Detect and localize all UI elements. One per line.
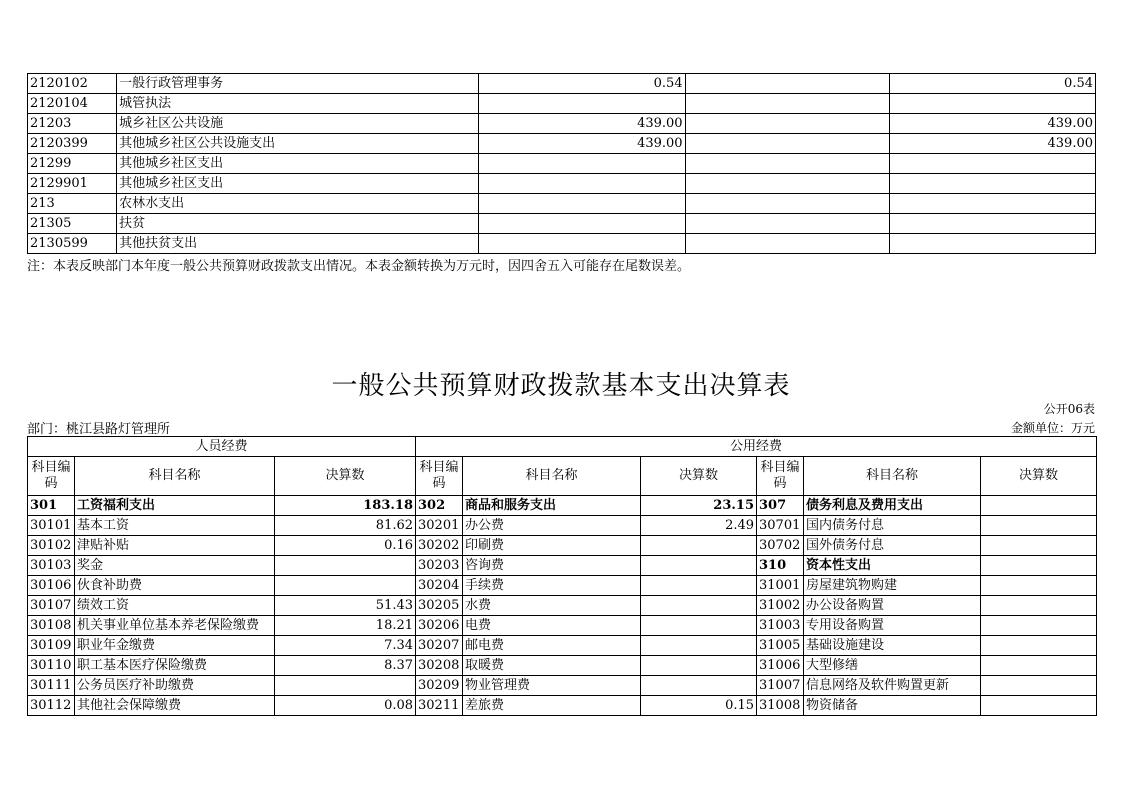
amount-cell	[889, 194, 1095, 214]
table-row	[28, 676, 1097, 696]
amount-cell	[889, 154, 1095, 174]
subject-name: 商品和服务支出	[463, 496, 641, 516]
amount-cell	[641, 656, 757, 676]
amount-cell	[479, 214, 685, 234]
subject-code: 2120104	[28, 94, 117, 114]
name-header: 科目名称	[75, 457, 275, 496]
amount-cell	[981, 656, 1097, 676]
subject-name: 职业年金缴费	[75, 636, 275, 656]
subject-code: 31008	[757, 696, 804, 716]
table-row	[28, 154, 1096, 174]
subject-code: 30112	[28, 696, 75, 716]
subject-code: 30110	[28, 656, 75, 676]
amount-cell	[641, 596, 757, 616]
amount-cell	[981, 636, 1097, 656]
amount-cell: 0.16	[275, 536, 416, 556]
subject-name: 信息网络及软件购置更新	[804, 676, 981, 696]
subject-code: 301	[28, 496, 75, 516]
amount-cell	[981, 676, 1097, 696]
amount-cell	[981, 556, 1097, 576]
amount-cell: 183.18	[275, 496, 416, 516]
amount-cell: 51.43	[275, 596, 416, 616]
subject-name: 职工基本医疗保险缴费	[75, 656, 275, 676]
subject-code: 30107	[28, 596, 75, 616]
basic-table-body	[28, 496, 1097, 716]
amount-cell: 18.21	[275, 616, 416, 636]
subject-name: 印刷费	[463, 536, 641, 556]
subject-name: 其他社会保障缴费	[75, 696, 275, 716]
subject-code: 30702	[757, 536, 804, 556]
table-row	[28, 496, 1097, 516]
subject-code: 30204	[416, 576, 463, 596]
amount-cell	[685, 74, 889, 94]
subject-name: 扶贫	[117, 214, 479, 234]
subject-name: 公务员医疗补助缴费	[75, 676, 275, 696]
subject-name: 物业管理费	[463, 676, 641, 696]
subject-code: 30205	[416, 596, 463, 616]
subject-name: 债务利息及费用支出	[804, 496, 981, 516]
amount-cell	[981, 576, 1097, 596]
amount-cell	[685, 194, 889, 214]
subject-code: 30207	[416, 636, 463, 656]
amount-cell	[889, 174, 1095, 194]
basic-expenditure-table	[27, 436, 1097, 716]
subject-code: 21299	[28, 154, 117, 174]
subject-name: 其他扶贫支出	[117, 234, 479, 254]
amount-cell: 439.00	[479, 134, 685, 154]
table-row	[28, 94, 1096, 114]
subject-code: 310	[757, 556, 804, 576]
subject-code: 30201	[416, 516, 463, 536]
amount-cell	[981, 536, 1097, 556]
department-label: 部门：桃江县路灯管理所	[27, 422, 171, 437]
name-header: 科目名称	[804, 457, 981, 496]
amount-cell	[479, 234, 685, 254]
subject-name: 水费	[463, 596, 641, 616]
subject-name: 一般行政管理事务	[117, 74, 479, 94]
name-header: 科目名称	[463, 457, 641, 496]
table-row	[28, 696, 1097, 716]
subject-code: 30211	[416, 696, 463, 716]
amount-cell: 0.54	[479, 74, 685, 94]
amount-cell	[889, 214, 1095, 234]
subject-code: 30701	[757, 516, 804, 536]
amount-cell	[641, 576, 757, 596]
table-row	[28, 516, 1097, 536]
amount-cell	[685, 114, 889, 134]
amount-cell: 0.54	[889, 74, 1095, 94]
code-header: 科目编码	[757, 457, 804, 496]
personnel-expense-header: 人员经费	[28, 437, 416, 457]
subject-name: 房屋建筑物购建	[804, 576, 981, 596]
amount-cell	[685, 214, 889, 234]
subject-code: 30206	[416, 616, 463, 636]
amount-cell: 439.00	[889, 114, 1095, 134]
amount-cell	[479, 174, 685, 194]
subject-name: 奖金	[75, 556, 275, 576]
subject-name: 基本工资	[75, 516, 275, 536]
subject-name: 取暖费	[463, 656, 641, 676]
amount-cell	[685, 94, 889, 114]
subject-name: 城管执法	[117, 94, 479, 114]
amount-header: 决算数	[275, 457, 416, 496]
subject-name: 办公费	[463, 516, 641, 536]
subject-name: 资本性支出	[804, 556, 981, 576]
table-row	[28, 576, 1097, 596]
subject-code: 31003	[757, 616, 804, 636]
code-header: 科目编码	[416, 457, 463, 496]
subject-code: 30202	[416, 536, 463, 556]
subject-name: 咨询费	[463, 556, 641, 576]
subject-code: 31007	[757, 676, 804, 696]
amount-cell	[641, 616, 757, 636]
subject-code: 30109	[28, 636, 75, 656]
amount-cell	[275, 676, 416, 696]
amount-cell	[479, 94, 685, 114]
subject-code: 30103	[28, 556, 75, 576]
subject-code: 30208	[416, 656, 463, 676]
amount-header: 决算数	[981, 457, 1097, 496]
subject-code: 31006	[757, 656, 804, 676]
table-row	[28, 174, 1096, 194]
table-note: 注：本表反映部门本年度一般公共预算财政拨款支出情况。本表金额转换为万元时，因四舍五入可能存在尾数误差。	[27, 259, 691, 274]
amount-header: 决算数	[641, 457, 757, 496]
subject-code: 31001	[757, 576, 804, 596]
subject-code: 30111	[28, 676, 75, 696]
subject-name: 其他城乡社区支出	[117, 154, 479, 174]
subject-name: 伙食补助费	[75, 576, 275, 596]
subject-name: 绩效工资	[75, 596, 275, 616]
table-row	[28, 234, 1096, 254]
table-row	[28, 656, 1097, 676]
amount-cell	[685, 134, 889, 154]
subject-code: 213	[28, 194, 117, 214]
subject-name: 津贴补贴	[75, 536, 275, 556]
amount-unit-label: 金额单位：万元	[1010, 421, 1095, 435]
subject-name: 其他城乡社区公共设施支出	[117, 134, 479, 154]
subject-name: 大型修缮	[804, 656, 981, 676]
amount-cell	[685, 234, 889, 254]
subject-code: 2130599	[28, 234, 117, 254]
subject-code: 21305	[28, 214, 117, 234]
subject-code: 2120399	[28, 134, 117, 154]
amount-cell	[981, 596, 1097, 616]
amount-cell	[641, 536, 757, 556]
table-row	[28, 194, 1096, 214]
subject-code: 30209	[416, 676, 463, 696]
subject-name: 基础设施建设	[804, 636, 981, 656]
subject-code: 2120102	[28, 74, 117, 94]
table-row	[28, 556, 1097, 576]
subject-name: 工资福利支出	[75, 496, 275, 516]
subject-code: 31005	[757, 636, 804, 656]
report-title: 一般公共预算财政拨款基本支出决算表	[331, 371, 791, 401]
prior-table-body	[28, 74, 1096, 254]
subject-code: 30106	[28, 576, 75, 596]
amount-cell	[641, 556, 757, 576]
subject-name: 农林水支出	[117, 194, 479, 214]
amount-cell	[275, 576, 416, 596]
subject-name: 办公设备购置	[804, 596, 981, 616]
code-header: 科目编码	[28, 457, 75, 496]
table-row	[28, 134, 1096, 154]
subject-code: 21203	[28, 114, 117, 134]
subject-code: 307	[757, 496, 804, 516]
subject-code: 2129901	[28, 174, 117, 194]
table-row	[28, 74, 1096, 94]
subject-name: 电费	[463, 616, 641, 636]
amount-cell	[889, 234, 1095, 254]
amount-cell	[479, 154, 685, 174]
subject-name: 城乡社区公共设施	[117, 114, 479, 134]
subject-name: 手续费	[463, 576, 641, 596]
amount-cell	[685, 174, 889, 194]
subject-name: 国外债务付息	[804, 536, 981, 556]
subject-code: 30108	[28, 616, 75, 636]
subject-name: 国内债务付息	[804, 516, 981, 536]
amount-cell	[479, 194, 685, 214]
amount-cell: 2.49	[641, 516, 757, 536]
amount-cell	[641, 676, 757, 696]
amount-cell	[641, 636, 757, 656]
amount-cell	[275, 556, 416, 576]
public-expense-header: 公用经费	[416, 437, 1097, 457]
subject-name: 物资储备	[804, 696, 981, 716]
amount-cell	[685, 154, 889, 174]
amount-cell: 439.00	[889, 134, 1095, 154]
subject-name: 专用设备购置	[804, 616, 981, 636]
subject-name: 机关事业单位基本养老保险缴费	[75, 616, 275, 636]
table-row	[28, 616, 1097, 636]
amount-cell: 8.37	[275, 656, 416, 676]
form-number: 公开06表	[1043, 402, 1095, 416]
table-row	[28, 114, 1096, 134]
amount-cell: 0.08	[275, 696, 416, 716]
amount-cell	[981, 496, 1097, 516]
subject-code: 302	[416, 496, 463, 516]
table-row	[28, 214, 1096, 234]
amount-cell	[981, 696, 1097, 716]
table-row	[28, 636, 1097, 656]
amount-cell	[889, 94, 1095, 114]
amount-cell: 81.62	[275, 516, 416, 536]
amount-cell: 439.00	[479, 114, 685, 134]
amount-cell: 0.15	[641, 696, 757, 716]
subject-code: 30102	[28, 536, 75, 556]
amount-cell	[981, 516, 1097, 536]
subject-name: 其他城乡社区支出	[117, 174, 479, 194]
subject-code: 30101	[28, 516, 75, 536]
prior-expenditure-table	[27, 73, 1096, 254]
table-row	[28, 596, 1097, 616]
amount-cell	[981, 616, 1097, 636]
amount-cell: 7.34	[275, 636, 416, 656]
subject-code: 31002	[757, 596, 804, 616]
table-row	[28, 536, 1097, 556]
amount-cell: 23.15	[641, 496, 757, 516]
subject-name: 差旅费	[463, 696, 641, 716]
subject-name: 邮电费	[463, 636, 641, 656]
subject-code: 30203	[416, 556, 463, 576]
